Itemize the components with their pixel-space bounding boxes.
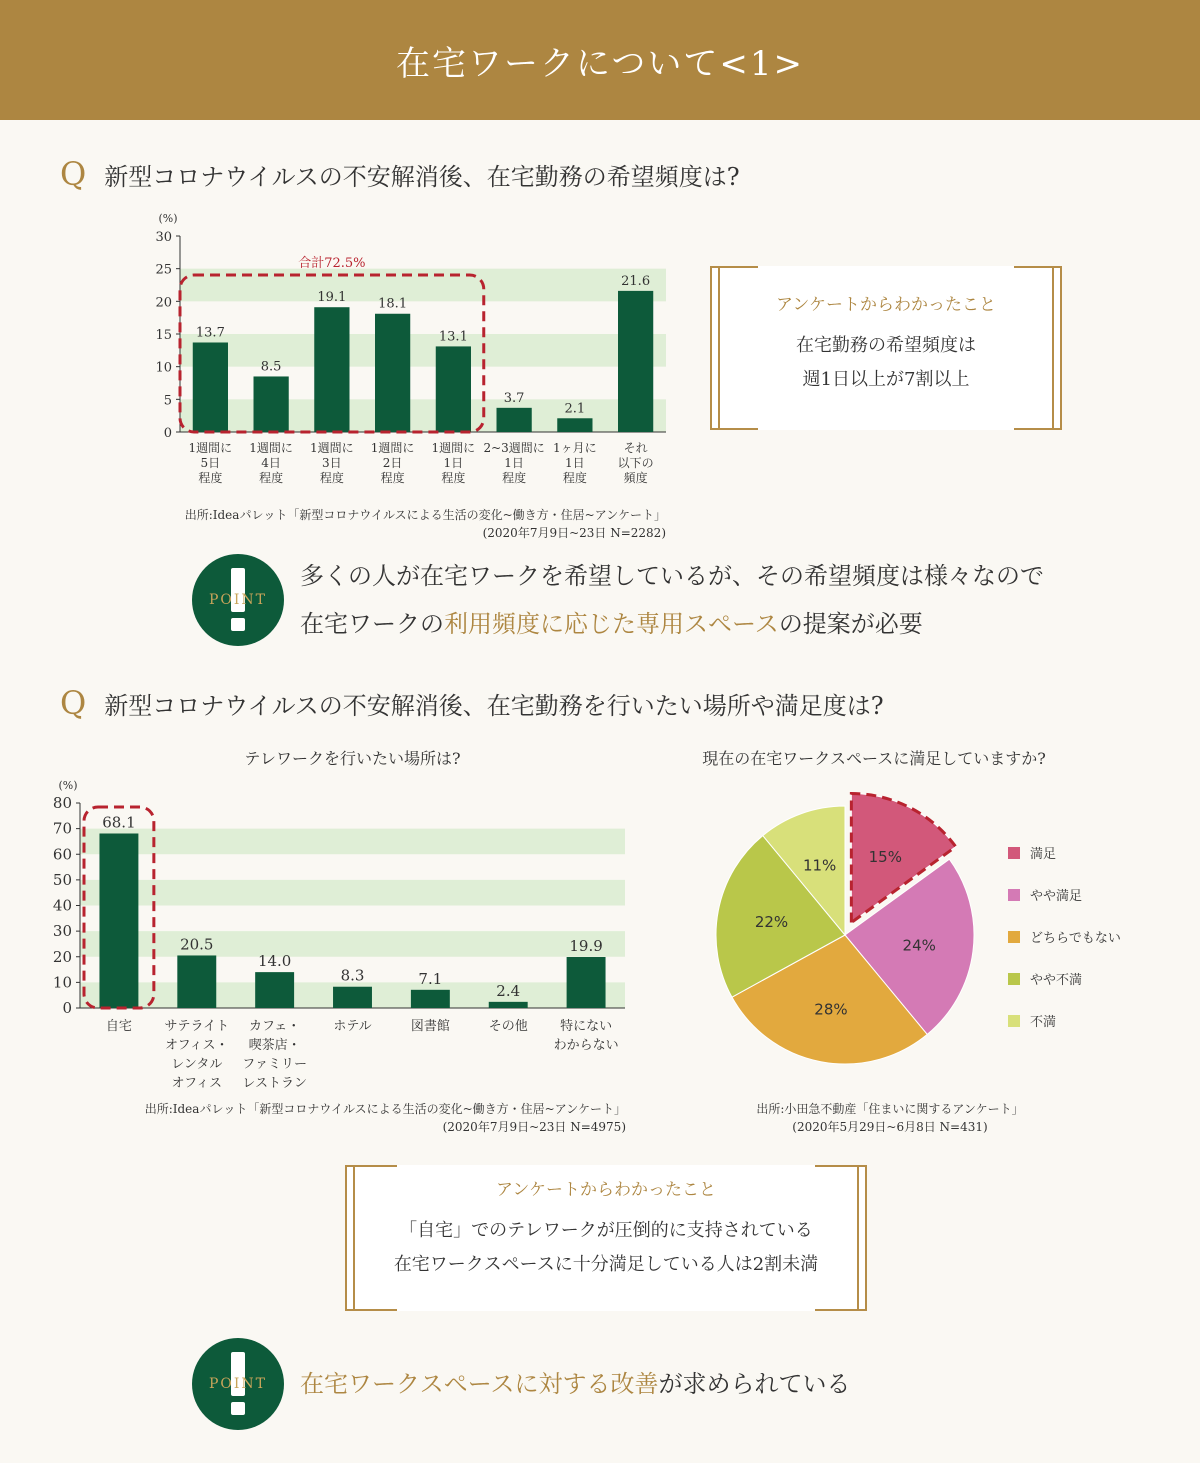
finding-1-line1: 在宅勤務の希望頻度は: [796, 335, 976, 356]
category-label: 以下の: [617, 456, 654, 470]
bar: [497, 408, 532, 432]
category-label: 程度: [502, 471, 527, 485]
grid-band: [80, 829, 625, 855]
exclamation-icon: [192, 1338, 284, 1430]
point-1-line1: 多くの人が在宅ワークを希望しているが、その希望頻度は様々なので: [300, 562, 1044, 590]
bar: [254, 376, 289, 432]
question-2: [60, 684, 884, 722]
bar: [567, 957, 606, 1008]
category-label: 特にない: [560, 1019, 613, 1034]
y-tick-label: 25: [155, 262, 172, 278]
bar-value-label: 13.1: [438, 329, 468, 345]
category-label: それ: [623, 441, 648, 455]
bar: [411, 990, 450, 1008]
category-label: 程度: [319, 471, 344, 485]
point-1: [192, 552, 1044, 648]
bar: [333, 987, 372, 1008]
category-label: オフィス・: [164, 1038, 229, 1053]
category-label: 2~3週間に: [483, 441, 545, 455]
category-label: その他: [488, 1019, 528, 1034]
chart1-source: [150, 506, 666, 542]
category-label: 程度: [441, 471, 466, 485]
bar-value-label: 7.1: [418, 969, 443, 988]
bar-value-label: 21.6: [621, 273, 651, 289]
bar-value-label: 8.3: [340, 966, 365, 985]
category-label: 3日: [322, 456, 342, 470]
y-tick-label: 5: [163, 393, 172, 409]
chart3-source: [700, 1100, 1080, 1136]
category-label: 程度: [259, 471, 284, 485]
bar-value-label: 2.4: [496, 981, 521, 1000]
bar-value-label: 13.7: [195, 325, 225, 341]
bar-value-label: 3.7: [503, 390, 525, 406]
bar: [193, 342, 228, 432]
legend-swatch: [1008, 931, 1020, 943]
bar-value-label: 19.1: [317, 290, 347, 306]
category-label: 1週間に: [431, 441, 476, 455]
legend-label: どちらでもない: [1030, 931, 1121, 946]
bar: [436, 346, 471, 432]
category-label: 頻度: [623, 471, 648, 485]
y-tick-label: 60: [52, 845, 72, 864]
place-bar-chart: [40, 740, 640, 1090]
category-label: 喫茶店・: [248, 1038, 301, 1053]
highlight-label: 合計72.5%: [298, 256, 366, 271]
category-label: ホテル: [333, 1019, 372, 1034]
y-tick-label: 70: [52, 819, 72, 838]
legend-swatch: [1008, 973, 1020, 985]
bar: [99, 833, 138, 1008]
finding-1-line2: 週1日以上が7割以上: [802, 369, 970, 390]
y-axis-unit: (%): [58, 779, 78, 792]
frequency-bar-chart: [140, 205, 680, 495]
category-label: 自宅: [105, 1019, 132, 1034]
category-label: 1週間に: [310, 441, 354, 455]
bar: [375, 314, 410, 432]
category-label: 程度: [198, 471, 223, 485]
question-1: [60, 155, 740, 193]
y-tick-label: 50: [52, 870, 72, 889]
legend-swatch: [1008, 847, 1020, 859]
point-1-line2: 在宅ワークの利用頻度に応じた専用スペースの提案が必要: [300, 610, 923, 638]
slice-label: 15%: [868, 847, 902, 866]
chart3-source-line2: (2020年5月29日~6月8日 N=431): [792, 1120, 988, 1134]
category-label: 5日: [200, 456, 221, 470]
question-1-text: 新型コロナウイルスの不安解消後、在宅勤務の希望頻度は?: [104, 163, 740, 191]
grid-band: [180, 334, 666, 367]
y-tick-label: 0: [163, 426, 172, 441]
point-1-highlight: 利用頻度に応じた専用スペース: [444, 610, 779, 638]
bar: [314, 307, 349, 432]
y-tick-label: 0: [62, 999, 72, 1017]
chart-title: テレワークを行いたい場所は?: [244, 749, 461, 768]
chart2-source-line1: 出所:Ideaパレット「新型コロナウイルスによる生活の変化~働き方・住居~アンケート」: [144, 1102, 626, 1116]
category-label: オフィス: [171, 1076, 223, 1090]
finding-2-line2: 在宅ワークスペースに十分満足している人は2割未満: [393, 1254, 819, 1275]
grid-band: [80, 880, 625, 906]
y-axis-unit: (%): [158, 212, 178, 225]
bar: [255, 972, 294, 1008]
page-header: [0, 0, 1200, 120]
y-tick-label: 30: [155, 230, 172, 245]
y-tick-label: 10: [52, 973, 72, 992]
bar-value-label: 19.9: [569, 937, 603, 956]
chart3-source-line1: 出所:小田急不動産「住まいに関するアンケート」: [756, 1102, 1024, 1116]
category-label: レストラン: [242, 1076, 307, 1090]
category-label: 1ヶ月に: [553, 441, 597, 455]
category-label: わからない: [553, 1038, 619, 1053]
slice-label: 28%: [814, 1000, 848, 1019]
category-label: 図書館: [410, 1019, 450, 1034]
satisfaction-pie-chart: [660, 740, 1160, 1080]
question-2-text: 新型コロナウイルスの不安解消後、在宅勤務を行いたい場所や満足度は?: [104, 692, 884, 720]
legend-label: 不満: [1030, 1015, 1057, 1030]
chart-title: 現在の在宅ワークスペースに満足していますか?: [702, 749, 1046, 768]
point-icon-label: POINT: [208, 1376, 268, 1392]
grid-band: [180, 399, 666, 432]
category-label: 1日: [504, 456, 524, 470]
chart2-source: [90, 1100, 626, 1136]
bar: [618, 291, 653, 432]
bar: [557, 418, 592, 432]
chart1-source-line1: 出所:Ideaパレット「新型コロナウイルスによる生活の変化~働き方・住居~アンケート」: [184, 508, 666, 522]
y-tick-label: 80: [52, 794, 72, 812]
legend-swatch: [1008, 1015, 1020, 1027]
bar-value-label: 68.1: [102, 813, 136, 832]
finding-box-2: [345, 1165, 867, 1311]
bar-value-label: 20.5: [180, 935, 214, 954]
category-label: サテライト: [164, 1019, 230, 1034]
point-icon-label: POINT: [208, 592, 268, 608]
chart2-source-line2: (2020年7月9日~23日 N=4975): [442, 1120, 626, 1134]
exclamation-icon: [192, 554, 284, 646]
category-label: 1週間に: [188, 441, 233, 455]
category-label: 1週間に: [249, 441, 293, 455]
page-title: 在宅ワークについて<1>: [396, 43, 804, 84]
slice-label: 24%: [902, 936, 936, 955]
grid-band: [80, 931, 625, 957]
category-label: 1週間に: [370, 441, 415, 455]
y-tick-label: 10: [155, 360, 172, 376]
bar: [177, 955, 216, 1008]
category-label: レンタル: [171, 1057, 223, 1072]
category-label: 1日: [443, 456, 464, 470]
bar-value-label: 2.1: [564, 401, 586, 417]
category-label: カフェ・: [248, 1019, 301, 1034]
point-2-highlight: 在宅ワークスペースに対する改善: [300, 1370, 659, 1398]
finding-box-1: [710, 266, 1062, 430]
bar-value-label: 8.5: [260, 359, 282, 375]
y-tick-label: 20: [155, 295, 172, 311]
bar: [489, 1002, 528, 1008]
finding-1-title: アンケートからわかったこと: [776, 295, 996, 315]
y-tick-label: 40: [52, 896, 72, 915]
bar-value-label: 14.0: [257, 952, 292, 971]
category-label: 程度: [562, 471, 587, 485]
q-mark: Q: [60, 684, 87, 722]
finding-2-line1: 「自宅」でのテレワークが圧倒的に支持されている: [399, 1220, 813, 1241]
category-label: 4日: [261, 456, 281, 470]
y-tick-label: 30: [52, 922, 72, 941]
y-tick-label: 15: [155, 328, 172, 343]
chart1-source-line2: (2020年7月9日~23日 N=2282): [482, 526, 666, 540]
category-label: ファミリー: [242, 1057, 308, 1072]
slice-label: 22%: [754, 912, 789, 931]
point-2: [192, 1338, 851, 1430]
legend-label: やや不満: [1030, 973, 1083, 988]
y-tick-label: 20: [52, 947, 72, 966]
q-mark: Q: [60, 155, 87, 193]
finding-2-title: アンケートからわかったこと: [496, 1180, 716, 1200]
legend-label: 満足: [1030, 847, 1057, 862]
legend-label: やや満足: [1030, 889, 1083, 904]
bar-value-label: 18.1: [378, 296, 408, 312]
category-label: 程度: [380, 471, 405, 485]
legend-swatch: [1008, 889, 1020, 901]
category-label: 1日: [565, 456, 585, 470]
point-2-line: 在宅ワークスペースに対する改善が求められている: [300, 1370, 851, 1398]
slice-label: 11%: [802, 856, 837, 875]
category-label: 2日: [382, 456, 403, 470]
